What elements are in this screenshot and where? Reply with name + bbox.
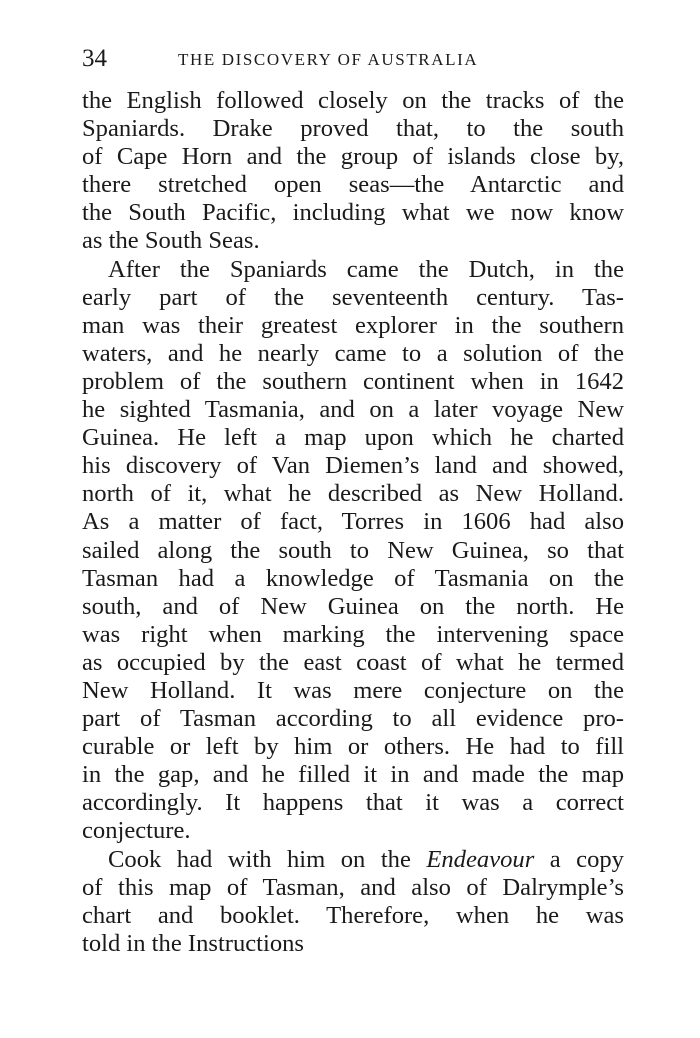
- text-line: as occupied by the east coast of what he termed: [82, 648, 624, 676]
- text-line: in the gap, and he filled it in and made the map: [82, 761, 624, 789]
- text-line: there stretched open seas—the Antarctic and: [82, 171, 624, 199]
- text-line: After the Spaniards came the Dutch, in the: [108, 255, 624, 283]
- text-line: of this map of Tasman, and also of Dalrymple’s: [82, 873, 624, 901]
- paragraph-2: [82, 256, 624, 846]
- text-line: the English followed closely on the tracks of the: [82, 87, 624, 114]
- text-line: of Cape Horn and the group of islands close by,: [82, 143, 624, 171]
- text-line: told in the Instructions: [82, 929, 305, 957]
- text-line: man was their greatest explorer in the southern: [82, 311, 624, 339]
- text-line: As a matter of fact, Torres in 1606 had also: [82, 508, 624, 536]
- text-line: south, and of New Guinea on the north. He: [82, 592, 624, 620]
- text-line: early part of the seventeenth century. Tas-: [82, 283, 624, 311]
- text-line: his discovery of Van Diemen’s land and showed,: [82, 452, 624, 480]
- text-line: New Holland. It was mere conjecture on the: [82, 676, 624, 704]
- paragraph-1: [82, 87, 624, 256]
- text-line: [82, 846, 624, 874]
- text-line: Guinea. He left a map upon which he charted: [82, 424, 624, 452]
- text-line: Spaniards. Drake proved that, to the south: [82, 115, 624, 143]
- text-line: conjecture.: [82, 817, 191, 845]
- page-header: [82, 44, 627, 74]
- text-line: the South Pacific, including what we now know: [82, 199, 624, 227]
- text-line: problem of the southern continent when in 1642: [82, 367, 624, 395]
- text-line: he sighted Tasmania, and on a later voyage New: [82, 396, 624, 424]
- text-line: accordingly. It happens that it was a correct: [82, 789, 624, 817]
- text-line: chart and booklet. Therefore, when he was: [82, 901, 624, 929]
- text-run: Cook had with him on the: [108, 845, 427, 873]
- text-line: Tasman had a knowledge of Tasmania on the: [82, 564, 624, 592]
- ship-name: Endeavour: [426, 845, 535, 873]
- paragraph-3: [82, 846, 624, 958]
- text-line: part of Tasman according to all evidence pro-: [82, 705, 624, 733]
- text-line: as the South Seas.: [82, 227, 260, 255]
- page-number: 34: [82, 45, 107, 72]
- body-text: [82, 87, 624, 958]
- text-line: was right when marking the intervening space: [82, 620, 624, 648]
- text-line: sailed along the south to New Guinea, so that: [82, 536, 624, 564]
- text-line: waters, and he nearly came to a solution of the: [82, 339, 624, 367]
- running-head: THE DISCOVERY OF AUSTRALIA: [178, 50, 479, 69]
- text-run: a copy: [534, 845, 624, 873]
- text-line: north of it, what he described as New Holland.: [82, 480, 624, 508]
- text-line: curable or left by him or others. He had to fill: [82, 733, 624, 761]
